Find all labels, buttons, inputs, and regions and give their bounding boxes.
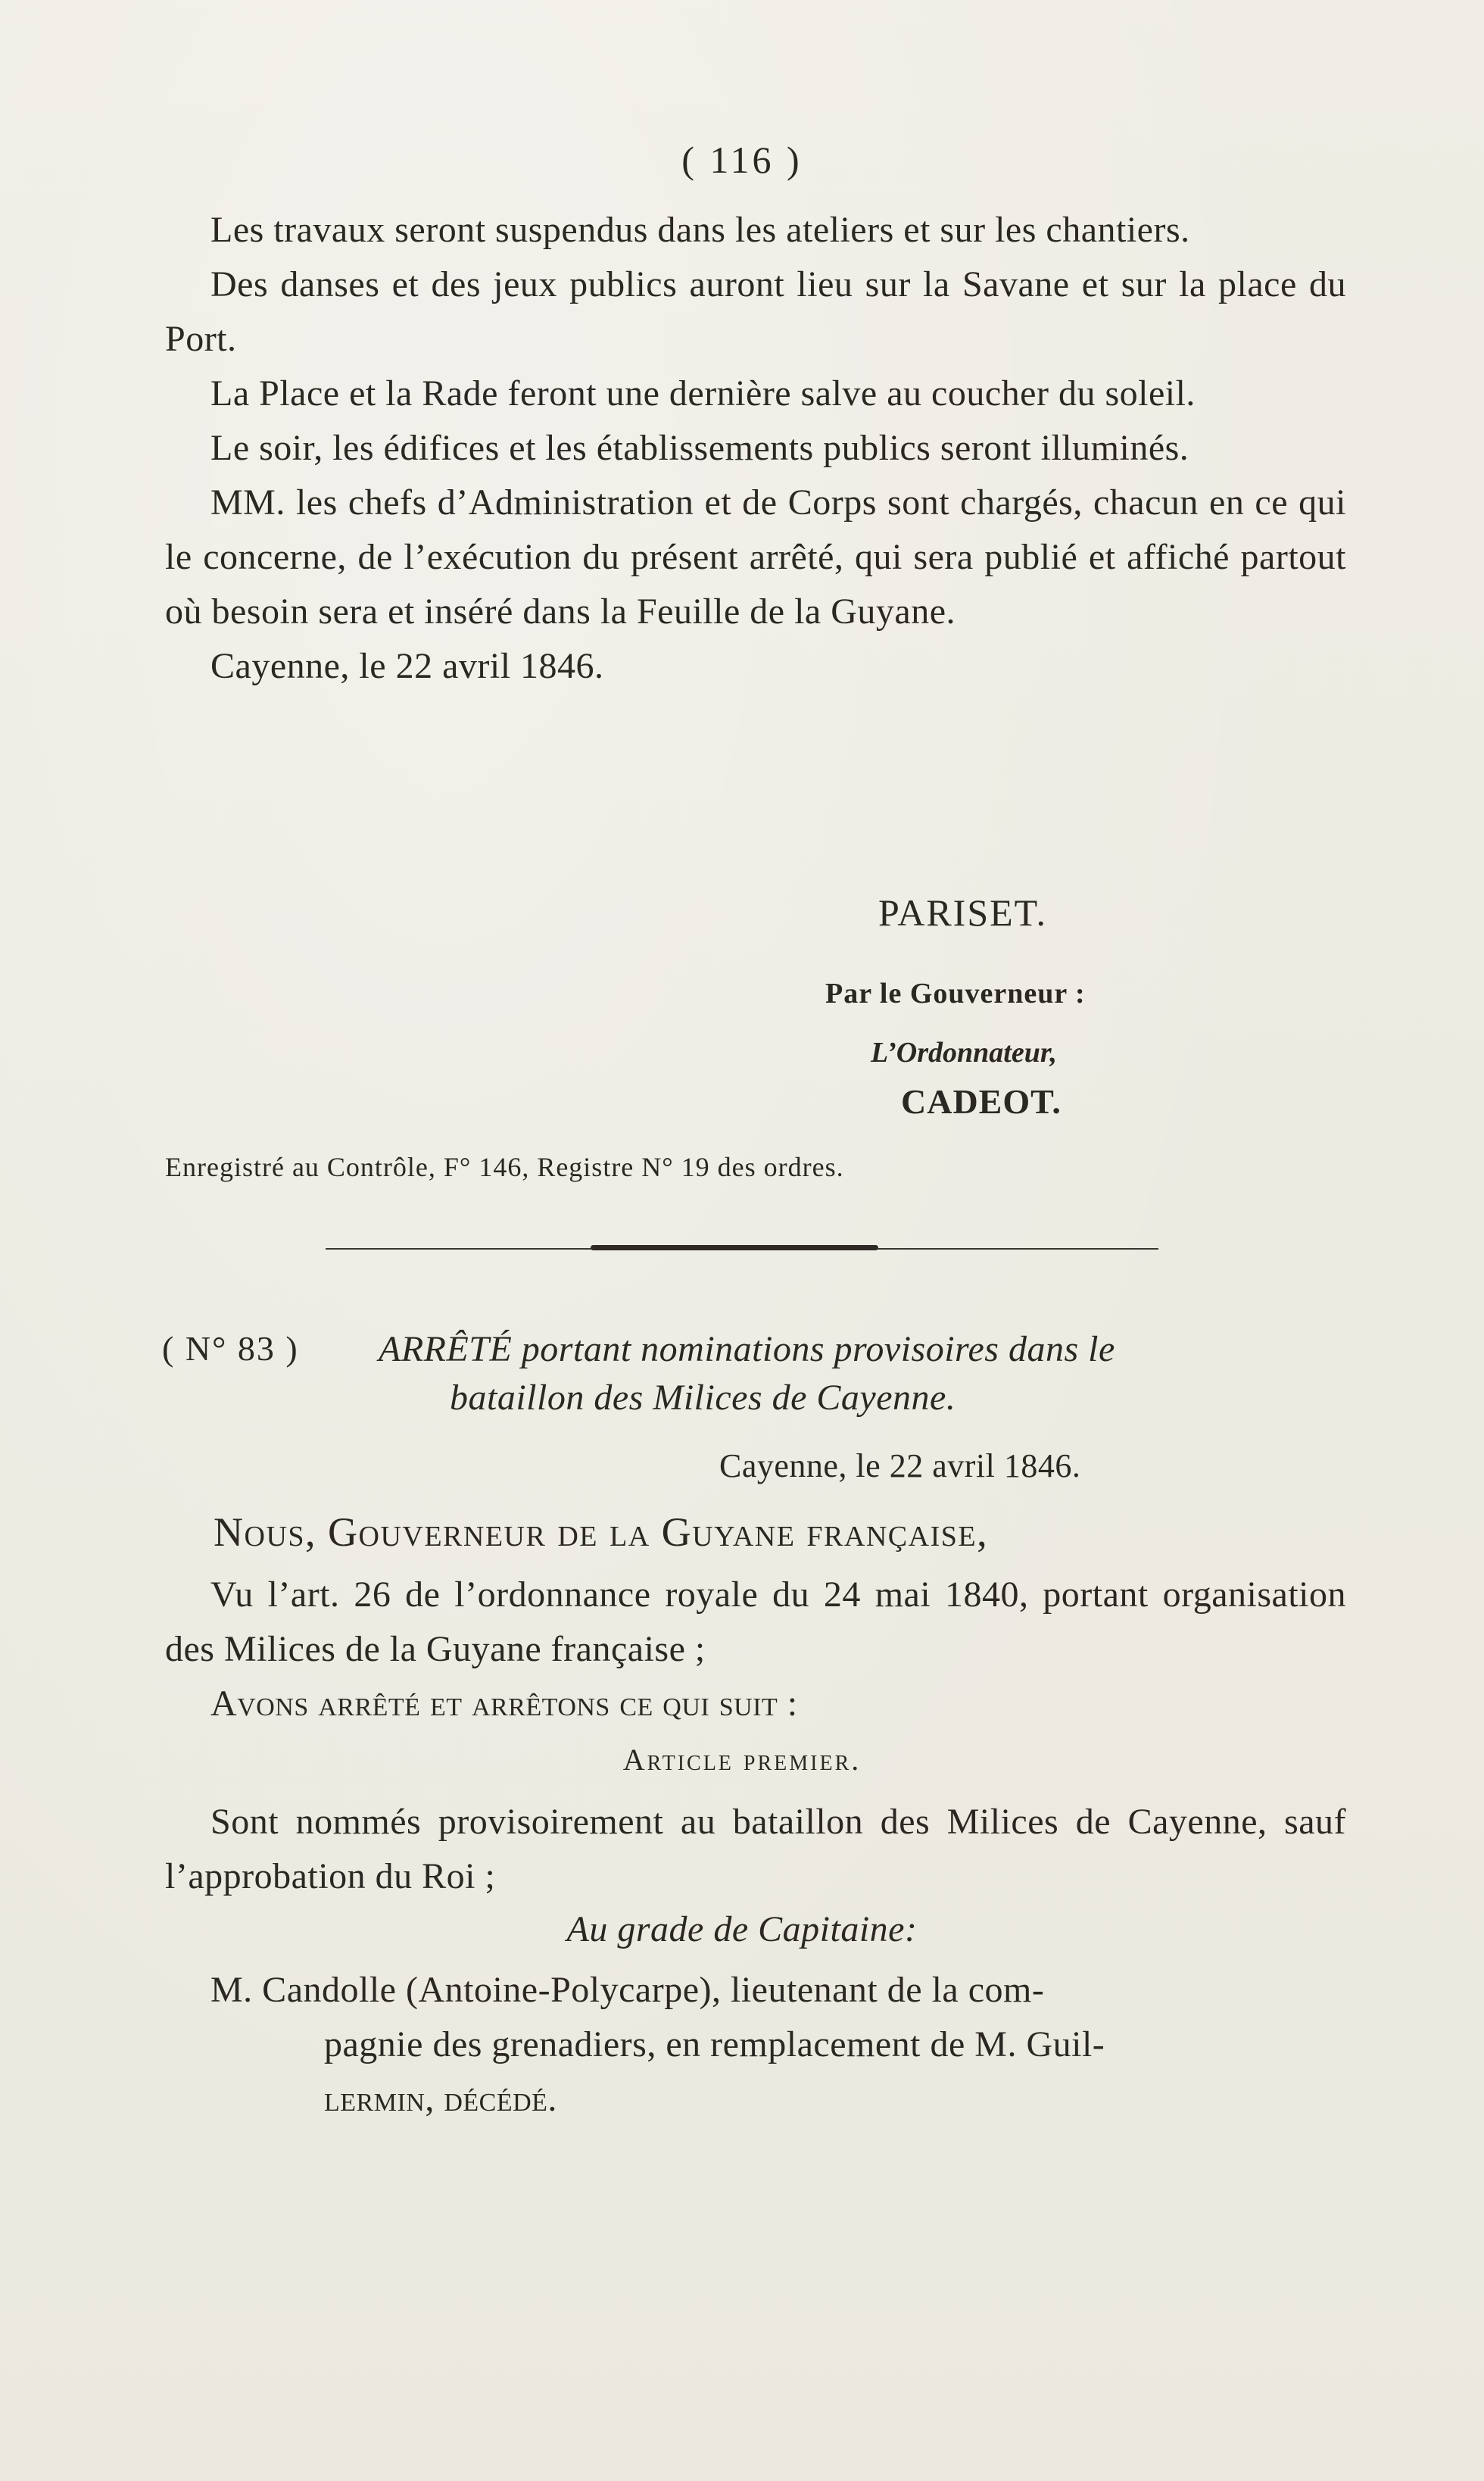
paragraph: Vu l’art. 26 de l’ordonnance royale du 24 mai 1840, portant organisation des Milices de la Guyane française ; <box>165 1574 1346 1669</box>
decree-intro: Nous, Gouverneur de la Guyane française, <box>214 1509 989 1555</box>
nomination-line: pagnie des grenadiers, en remplacement de M. Guil- <box>324 2024 1105 2064</box>
ordonnateur-label: L’Ordonnateur, <box>871 1037 1058 1069</box>
grade-heading: Au grade de Capitaine: <box>566 1909 918 1949</box>
section2-body <box>165 1568 1346 1731</box>
decree-title-line2: bataillon des Milices de Cayenne. <box>450 1378 956 1418</box>
section2-body-2 <box>165 1795 1346 1904</box>
section1-body <box>165 203 1346 694</box>
decree-number: ( N° 83 ) <box>162 1329 299 1368</box>
nomination-line: M. Candolle (Antoine-Polycarpe), lieutenant de la com- <box>210 1970 1045 2010</box>
signature-pariset: PARISET. <box>878 891 1048 934</box>
decree-title-line1: ARRÊTÉ portant nominations provisoires dans le <box>379 1329 1115 1369</box>
paragraph: MM. les chefs d’Administration et de Corps sont chargés, chacun en ce qui le concerne, de l’exécution du présent arrêté, qui sera publié et affiché partout où besoin sera et inséré dans la Feuille de la Guyane. <box>165 482 1346 632</box>
registration-line: Enregistré au Contrôle, F° 146, Registre N° 19 des ordres. <box>165 1152 844 1182</box>
separator-rule-thick <box>591 1245 878 1250</box>
decree-date: Cayenne, le 22 avril 1846. <box>719 1447 1081 1484</box>
paragraph: La Place et la Rade feront une dernière salve au coucher du soleil. <box>210 373 1196 414</box>
article-heading: Article premier. <box>622 1743 862 1777</box>
page-number: ( 116 ) <box>681 139 803 181</box>
signature-cadeot: CADEOT. <box>901 1082 1062 1121</box>
paragraph: Le soir, les édifices et les établissements publics seront illuminés. <box>210 428 1189 468</box>
paragraph: Sont nommés provisoirement au bataillon des Milices de Cayenne, sauf l’approbation du Roi ; <box>165 1802 1346 1896</box>
paragraph: Les travaux seront suspendus dans les ateliers et sur les chantiers. <box>210 210 1190 250</box>
paragraph: Avons arrêté et arrêtons ce qui suit : <box>210 1684 798 1724</box>
nomination-line: lermin, décédé. <box>324 2079 557 2119</box>
paragraph: Des danses et des jeux publics auront lieu sur la Savane et sur la place du Port. <box>165 264 1346 359</box>
by-governor-label: Par le Gouverneur : <box>825 978 1086 1010</box>
date-line: Cayenne, le 22 avril 1846. <box>210 646 604 686</box>
